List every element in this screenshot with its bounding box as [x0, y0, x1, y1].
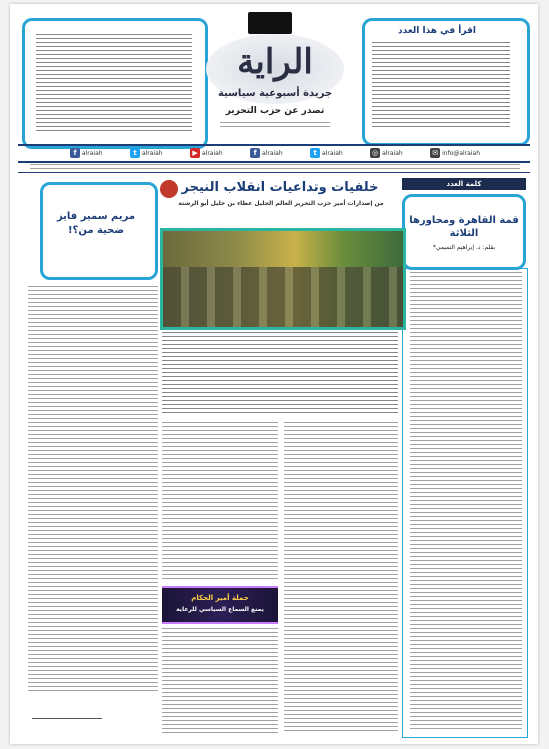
editorial-author: بقلم: د. إبراهيم التميمي*: [432, 244, 496, 251]
editorial-text: [410, 272, 522, 730]
email-icon[interactable]: ✉ info@alraiah: [430, 148, 480, 158]
article-lead-text: [162, 332, 398, 416]
facebook-icon[interactable]: f alraiah: [250, 148, 283, 158]
masthead: [200, 12, 350, 146]
banner-line2: يمنع السماع السياسي للرعاية: [176, 606, 264, 613]
article-col-left-bottom: [162, 628, 278, 734]
campaign-banner: [162, 586, 278, 624]
main-article-subtitle: من إصدارات أمير حزب التحرير العالم الجليل عطاء بن خليل أبو الرشتة: [178, 200, 384, 207]
facebook-icon[interactable]: f alraiah: [70, 148, 103, 158]
masthead-divider: [18, 144, 530, 146]
social-bar: [70, 147, 480, 159]
issue-info-line: [30, 164, 520, 169]
twitter-icon[interactable]: t alraiah: [310, 148, 343, 158]
masthead-issue-line: [220, 122, 330, 127]
masthead-publisher: تصدر عن حزب التحرير: [225, 106, 325, 116]
article-col-right: [284, 422, 398, 734]
banner-line1: حملة أمير الحكام: [191, 594, 249, 602]
photo-people: [163, 267, 403, 327]
masthead-logo: الراية: [237, 42, 313, 82]
flag-icon: [248, 12, 292, 34]
newspaper-page: [10, 4, 538, 744]
left-box-title: مريم سمير فايز ضحية من؟!: [56, 211, 136, 236]
article-col-left: [162, 422, 278, 582]
main-article-title: خلفيات وتداعيات انقلاب النيجر: [181, 180, 379, 195]
youtube-icon[interactable]: ▶ alraiah: [190, 148, 223, 158]
twitter-icon[interactable]: t alraiah: [130, 148, 163, 158]
masthead-tagline: جريدة أسبوعية سياسية: [217, 88, 333, 99]
editorial-title: قمة القاهرة ومحاورها الثلاثة: [409, 215, 519, 239]
top-left-box-list: [372, 42, 510, 130]
social-divider: [18, 161, 530, 163]
web-icon[interactable]: ◎ alraiah: [372, 149, 403, 157]
top-right-box-text: [36, 34, 192, 134]
signature: [32, 700, 102, 719]
editorial-header: كلمة العدد: [402, 178, 526, 190]
issue-divider: [18, 172, 530, 173]
top-left-box-title: اقرأ في هذا العدد: [398, 26, 476, 36]
article-photo: [160, 228, 406, 330]
left-column-text: [28, 286, 158, 694]
